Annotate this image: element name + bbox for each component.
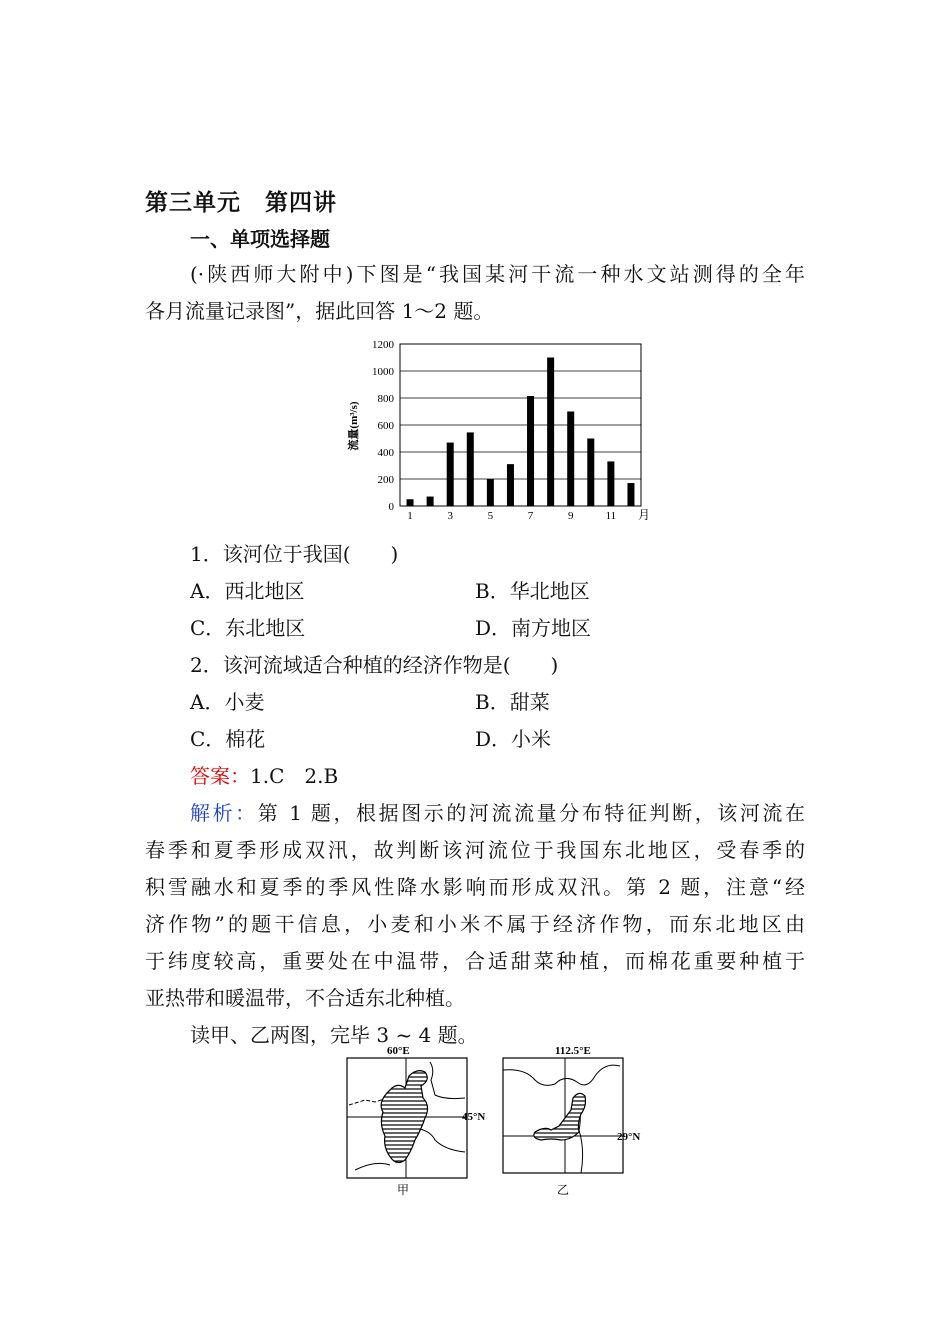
question-1-stem: 1．该河位于我国( ) xyxy=(190,542,399,566)
analysis-line-3: 积雪融水和夏季的季风性降水影响而形成双汛。第 2 题，注意“经 xyxy=(145,875,805,899)
q2-option-a[interactable]: A．小麦 xyxy=(190,690,265,714)
bar-month-2 xyxy=(427,497,434,506)
analysis-label: 解析： xyxy=(190,801,258,825)
bar-month-10 xyxy=(587,439,594,507)
q2-option-d[interactable]: D．小米 xyxy=(475,727,552,751)
x-tick-label: 5 xyxy=(487,510,494,522)
map-jia-caption: 甲 xyxy=(397,1183,410,1197)
analysis-line-2: 春季和夏季形成双汛，故判断该河流位于我国东北地区，受春季的 xyxy=(145,838,805,862)
y-tick-label: 1000 xyxy=(372,366,394,378)
map-jia-lat: 45°N xyxy=(462,1111,486,1123)
x-tick-label: 1 xyxy=(407,510,413,522)
x-tick-label: 9 xyxy=(567,510,574,522)
bar-month-5 xyxy=(487,479,494,506)
q1-option-c[interactable]: C．东北地区 xyxy=(190,616,306,640)
x-tick-label: 7 xyxy=(527,510,534,522)
x-tick-label: 11 xyxy=(605,510,617,522)
y-tick-label: 0 xyxy=(388,501,394,513)
bar-month-7 xyxy=(527,396,534,506)
map-yi-lat: 29°N xyxy=(617,1131,641,1143)
answer-line xyxy=(190,760,338,789)
bar-month-3 xyxy=(447,443,454,506)
y-tick-label: 400 xyxy=(377,447,394,459)
map-yi-caption: 乙 xyxy=(557,1183,570,1197)
map-yi-lon: 112.5°E xyxy=(555,1045,591,1057)
y-tick-label: 1200 xyxy=(372,339,394,351)
x-tick-label: 3 xyxy=(447,510,453,522)
q1-option-a[interactable]: A．西北地区 xyxy=(190,579,305,603)
bar-month-6 xyxy=(507,464,514,506)
bar-month-11 xyxy=(607,461,614,506)
chart-ylabel: 流量(m³/s) xyxy=(348,401,360,451)
bar-month-9 xyxy=(567,412,574,507)
answer-label: 答案： xyxy=(190,764,250,788)
bar-month-12 xyxy=(627,483,634,506)
map-yi-frame xyxy=(503,1058,623,1173)
bar-month-4 xyxy=(467,432,474,506)
question-2-stem: 2．该河流域适合种植的经济作物是( ) xyxy=(190,653,559,677)
chart-gridlines xyxy=(400,371,641,479)
q2-option-c[interactable]: C．棉花 xyxy=(190,727,266,751)
intro-line-1: (·陕西师大附中)下图是“我国某河干流一种水文站测得的全年 xyxy=(190,262,805,286)
bar-month-1 xyxy=(407,499,414,506)
analysis-line-6: 亚热带和暖温带，不合适东北种植。 xyxy=(145,986,465,1010)
y-tick-label: 600 xyxy=(377,420,394,432)
intro-line-2: 各月流量记录图”，据此回答 1～2 题。 xyxy=(145,299,494,323)
analysis-text-1: 第 1 题，根据图示的河流流量分布特征判断，该河流在 xyxy=(257,801,805,825)
analysis-line-4: 济作物”的题干信息，小麦和小米不属于经济作物，而东北地区由 xyxy=(145,912,805,936)
q1-option-d[interactable]: D．南方地区 xyxy=(475,616,592,640)
q1-option-b[interactable]: B．华北地区 xyxy=(475,579,590,603)
chart-xunit: 月 xyxy=(638,508,651,522)
map-jia-lon: 60°E xyxy=(387,1045,410,1057)
section-heading: 一、单项选择题 xyxy=(190,227,330,251)
map-jia xyxy=(335,1040,495,1200)
q2-option-b[interactable]: B．甜菜 xyxy=(475,690,550,714)
y-tick-label: 200 xyxy=(377,474,394,486)
analysis-line-5: 于纬度较高，重要处在中温带，合适甜菜种植，而棉花重要种植于 xyxy=(145,949,805,973)
page-title: 第三单元 第四讲 xyxy=(145,190,337,216)
flow-bar-chart xyxy=(340,336,660,526)
map-yi xyxy=(495,1040,655,1200)
analysis-line-1 xyxy=(190,797,805,826)
answer-value: 1.C 2.B xyxy=(250,764,339,788)
next-questions-prompt: 读甲、乙两图，完毕 3 ~ 4 题。 xyxy=(190,1023,478,1047)
bar-month-8 xyxy=(547,358,554,507)
y-tick-label: 800 xyxy=(377,393,394,405)
